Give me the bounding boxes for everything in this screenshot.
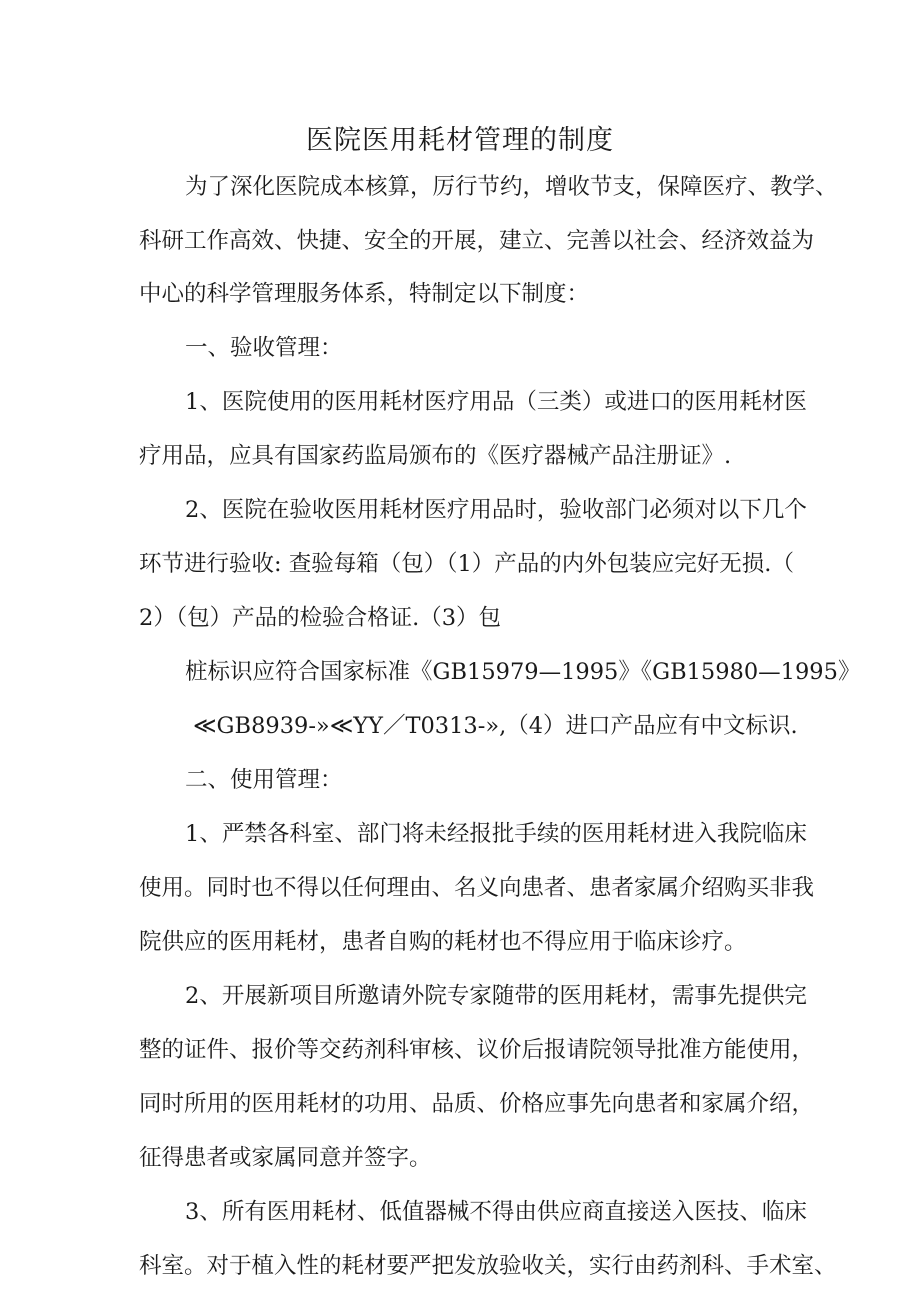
- paragraph-line: 科室。对于植入性的耗材要严把发放验收关，实行由药剂科、手术室、: [139, 1253, 837, 1279]
- paragraph-line: 科研工作高效、快捷、安全的开展，建立、完善以社会、经济效益为: [139, 228, 815, 254]
- document-title: 医院医用耗材管理的制度: [306, 125, 614, 156]
- paragraph-line: 中心的科学管理服务体系，特制定以下制度：: [139, 281, 590, 307]
- paragraph-line: 环节进行验收: 查验每箱（包）（1）产品的内外包装应完好无损.（: [139, 551, 794, 577]
- paragraph-line: 1、严禁各科室、部门将未经报批手续的医用耗材进入我院临床: [185, 821, 807, 847]
- paragraph-line: 2、医院在验收医用耗材医疗用品时，验收部门必须对以下几个: [185, 497, 807, 523]
- paragraph-line: 征得患者或家属同意并签字。: [139, 1145, 432, 1171]
- paragraph-line: 疗用品，应具有国家药监局颁布的《医疗器械产品注册证》.: [139, 443, 732, 469]
- paragraph-line: 2）（包）产品的检验合格证.（3）包: [139, 605, 502, 631]
- paragraph-line: 同时所用的医用耗材的功用、品质、价格应事先向患者和家属介绍，: [139, 1091, 815, 1117]
- section-heading: 二、使用管理：: [185, 767, 343, 793]
- section-heading: 一、验收管理：: [185, 335, 343, 361]
- paragraph-line: 桩标识应符合国家标准《GB15979—1995》《GB15980—1995》: [185, 659, 861, 685]
- paragraph-line: 2、开展新项目所邀请外院专家随带的医用耗材，需事先提供完: [185, 983, 807, 1009]
- paragraph-line: 使用。同时也不得以任何理由、名义向患者、患者家属介绍购买非我: [139, 875, 815, 901]
- paragraph-line: 为了深化医院成本核算，厉行节约，增收节支，保障医疗、教学、: [185, 174, 838, 200]
- paragraph-line: 院供应的医用耗材，患者自购的耗材也不得应用于临床诊疗。: [139, 929, 747, 955]
- paragraph-line: 3、所有医用耗材、低值器械不得由供应商直接送入医技、临床: [185, 1199, 807, 1225]
- paragraph-line: 1、医院使用的医用耗材医疗用品（三类）或进口的医用耗材医: [185, 389, 807, 415]
- paragraph-line: ≪GB8939-»≪YY／T0313-»,（4）进口产品应有中文标识.: [193, 713, 798, 739]
- paragraph-line: 整的证件、报价等交药剂科审核、议价后报请院领导批准方能使用，: [139, 1037, 815, 1063]
